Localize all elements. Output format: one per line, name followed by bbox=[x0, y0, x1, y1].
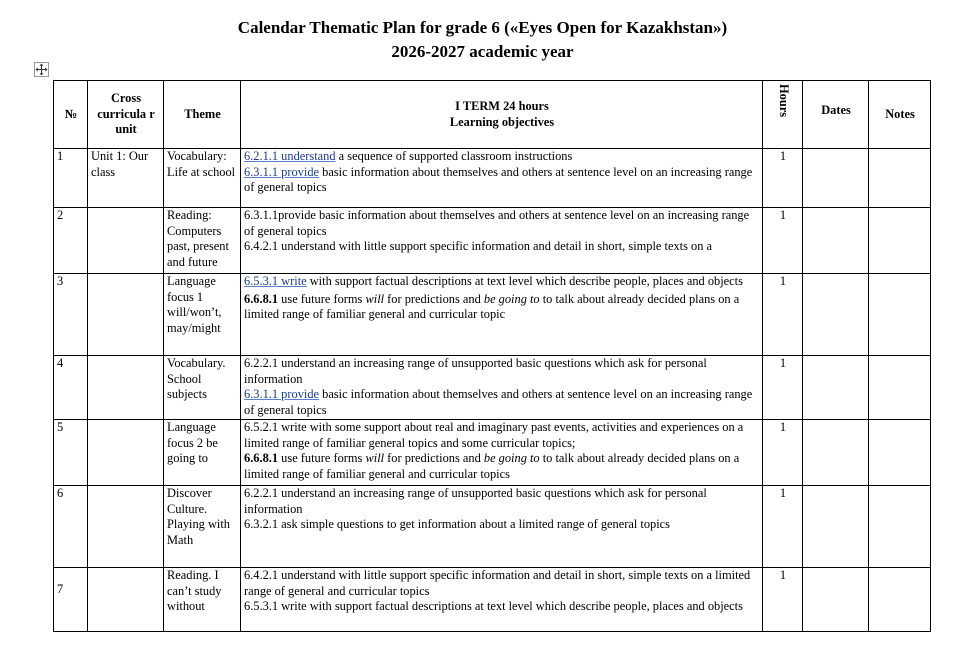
header-term: I TERM 24 hours bbox=[455, 99, 549, 113]
objective bbox=[244, 451, 760, 482]
row-notes[interactable] bbox=[869, 274, 931, 356]
table-row bbox=[54, 568, 931, 632]
header-learning-objectives bbox=[241, 81, 763, 149]
row-dates[interactable] bbox=[803, 568, 869, 632]
header-cross-curricular-unit: Cross curricula r unit bbox=[88, 81, 164, 149]
table-header-row bbox=[54, 81, 931, 149]
table-row bbox=[54, 149, 931, 208]
row-notes[interactable] bbox=[869, 568, 931, 632]
objective-text: a sequence of supported classroom instructions bbox=[335, 149, 573, 163]
objective bbox=[244, 274, 760, 290]
row-theme: Discover Culture. Playing with Math bbox=[164, 486, 241, 568]
objective-text: use future forms bbox=[278, 291, 366, 306]
row-objectives bbox=[241, 486, 763, 568]
objective-code[interactable]: 6.3.1.1 provide bbox=[244, 387, 320, 401]
row-number: 1 bbox=[54, 149, 88, 208]
row-number: 5 bbox=[54, 420, 88, 486]
row-unit bbox=[88, 356, 164, 420]
table-row bbox=[54, 486, 931, 568]
objective: 6.3.1.1provide basic information about themselves and others at sentence level on an increasing range of general topics bbox=[244, 208, 750, 238]
row-hours: 1 bbox=[763, 149, 803, 208]
objective: 6.2.2.1 understand an increasing range of unsupported basic questions which ask for personal information bbox=[244, 486, 707, 516]
objective bbox=[244, 149, 760, 165]
header-notes: Notes bbox=[869, 81, 931, 149]
objective-text: basic information about themselves and others at sentence level on an increasing range of general topics bbox=[244, 387, 753, 417]
row-objectives bbox=[241, 420, 763, 486]
objective-text: for predictions and bbox=[384, 451, 484, 465]
row-number: 6 bbox=[54, 486, 88, 568]
objective-text: be going to bbox=[483, 291, 540, 306]
row-dates[interactable] bbox=[803, 274, 869, 356]
row-dates[interactable] bbox=[803, 149, 869, 208]
row-dates[interactable] bbox=[803, 420, 869, 486]
row-number: 3 bbox=[54, 274, 88, 356]
header-dates: Dates bbox=[803, 81, 869, 149]
row-theme: Language focus 1 will/won’t, may/might bbox=[164, 274, 241, 356]
header-objectives: Learning objectives bbox=[449, 114, 555, 129]
row-notes[interactable] bbox=[869, 486, 931, 568]
objective-code[interactable]: 6.2.1.1 understand bbox=[244, 149, 336, 163]
header-hours bbox=[763, 81, 803, 149]
row-hours: 1 bbox=[763, 568, 803, 632]
objective-text: be going to bbox=[483, 451, 540, 465]
table-row bbox=[54, 420, 931, 486]
row-unit bbox=[88, 420, 164, 486]
row-dates[interactable] bbox=[803, 208, 869, 274]
row-theme: Reading: Computers past, present and future bbox=[164, 208, 241, 274]
header-hours-label: Hours bbox=[776, 83, 791, 117]
objective-text: will bbox=[365, 291, 385, 306]
objective-code: 6.6.8.1 bbox=[244, 291, 279, 306]
row-unit bbox=[88, 274, 164, 356]
objective: 6.3.2.1 ask simple questions to get information about a limited range of general topics bbox=[244, 517, 671, 531]
row-notes[interactable] bbox=[869, 356, 931, 420]
objective-text: for predictions and bbox=[384, 291, 484, 306]
row-number: 4 bbox=[54, 356, 88, 420]
row-notes[interactable] bbox=[869, 420, 931, 486]
row-notes[interactable] bbox=[869, 149, 931, 208]
objective-text: to talk about already decided plans on a limited range of familiar general and curricular topics bbox=[244, 451, 740, 481]
row-hours: 1 bbox=[763, 274, 803, 356]
objective: 6.5.2.1 write with some support about real and imaginary past events, activities and experiences on a limited range of familiar general topics and some curricular topics; bbox=[244, 420, 744, 450]
table-move-handle-icon[interactable] bbox=[34, 62, 49, 77]
row-notes[interactable] bbox=[869, 208, 931, 274]
row-theme: Language focus 2 be going to bbox=[164, 420, 241, 486]
row-theme: Reading. I can’t study without bbox=[164, 568, 241, 632]
document-subtitle: 2026-2027 academic year bbox=[391, 42, 574, 61]
row-number: 7 bbox=[54, 568, 88, 632]
objective-text: basic information about themselves and others at sentence level on an increasing range of general topics bbox=[244, 164, 753, 194]
row-unit bbox=[88, 568, 164, 632]
row-theme: Vocabulary. School subjects bbox=[164, 356, 241, 420]
objective-code[interactable]: 6.5.3.1 write bbox=[244, 274, 307, 288]
row-theme: Vocabulary: Life at school bbox=[164, 149, 241, 208]
objective bbox=[244, 165, 760, 196]
objective bbox=[244, 387, 760, 418]
row-unit bbox=[88, 208, 164, 274]
objective-text: will bbox=[365, 451, 385, 465]
table-row bbox=[54, 208, 931, 274]
row-objectives bbox=[241, 208, 763, 274]
row-hours: 1 bbox=[763, 486, 803, 568]
objective-code: 6.6.8.1 bbox=[244, 451, 279, 465]
objective-text: use future forms bbox=[278, 451, 366, 465]
row-dates[interactable] bbox=[803, 486, 869, 568]
objective bbox=[244, 292, 760, 323]
row-unit bbox=[88, 486, 164, 568]
row-unit: Unit 1: Our class bbox=[88, 149, 164, 208]
row-dates[interactable] bbox=[803, 356, 869, 420]
objective-text: with support factual descriptions at text level which describe people, places and objects bbox=[306, 274, 743, 288]
row-objectives bbox=[241, 568, 763, 632]
objective-code[interactable]: 6.3.1.1 provide bbox=[244, 164, 320, 179]
thematic-plan-table bbox=[53, 80, 931, 632]
row-objectives bbox=[241, 356, 763, 420]
table-row bbox=[54, 356, 931, 420]
row-number: 2 bbox=[54, 208, 88, 274]
objective: 6.5.3.1 write with support factual descriptions at text level which describe people, places and objects bbox=[244, 599, 743, 613]
row-hours: 1 bbox=[763, 208, 803, 274]
row-objectives bbox=[241, 149, 763, 208]
header-number: № bbox=[54, 81, 88, 149]
document-title: Calendar Thematic Plan for grade 6 («Eyes Open for Kazakhstan») bbox=[237, 18, 728, 37]
row-hours: 1 bbox=[763, 356, 803, 420]
objective: 6.4.2.1 understand with little support specific information and detail in short, simple texts on a limited range of general and curricular topics bbox=[244, 568, 751, 598]
row-objectives bbox=[241, 274, 763, 356]
table-row bbox=[54, 274, 931, 356]
header-theme: Theme bbox=[164, 81, 241, 149]
objective: 6.2.2.1 understand an increasing range of unsupported basic questions which ask for personal information bbox=[244, 356, 707, 386]
objective: 6.4.2.1 understand with little support specific information and detail in short, simple texts on a bbox=[244, 239, 713, 253]
objective-text: to talk about already decided plans on a limited range of familiar general and curricular topic bbox=[244, 291, 740, 321]
row-hours: 1 bbox=[763, 420, 803, 486]
